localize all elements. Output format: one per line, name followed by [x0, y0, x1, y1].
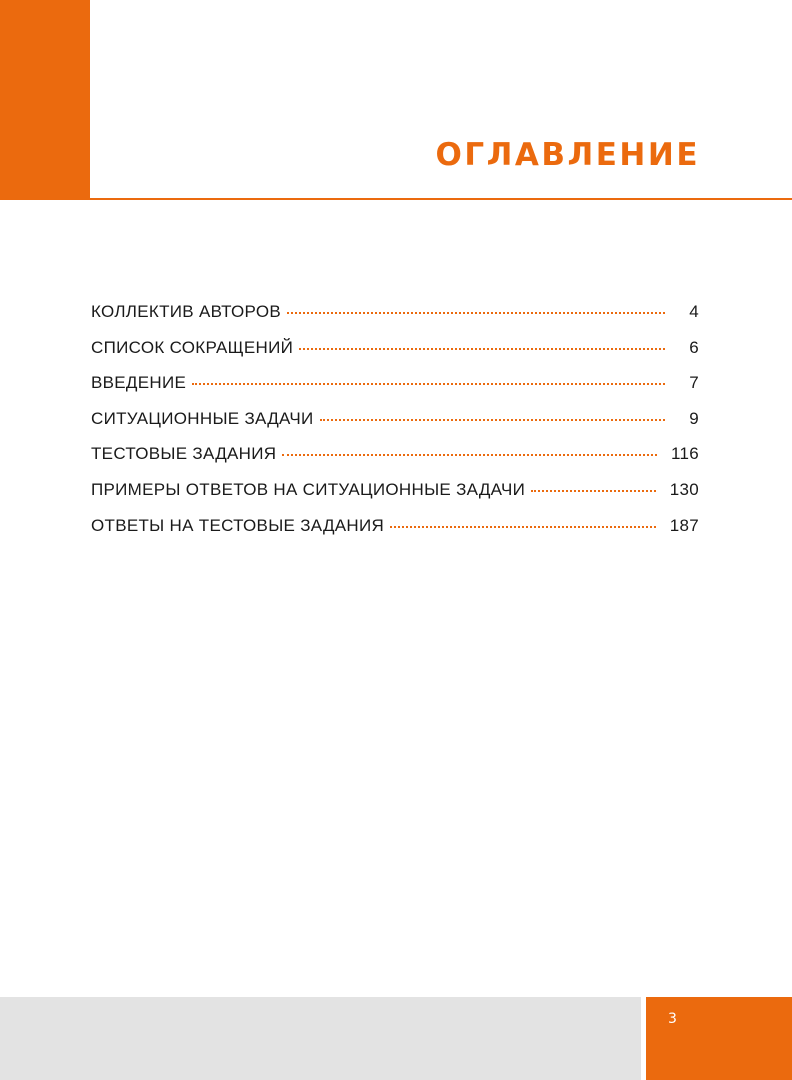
toc-entry-label: ПРИМЕРЫ ОТВЕТОВ НА СИТУАЦИОННЫЕ ЗАДАЧИ [91, 479, 526, 499]
toc-entry-label: СПИСОК СОКРАЩЕНИЙ [91, 337, 294, 357]
toc-entry-page: 116 [670, 444, 699, 464]
toc-entry-label: КОЛЛЕКТИВ АВТОРОВ [91, 302, 281, 321]
header-divider [0, 198, 792, 200]
toc-entry-label: ОТВЕТЫ НА ТЕСТОВЫЕ ЗАДАНИЯ [91, 515, 385, 535]
toc-entry-authors[interactable] [91, 302, 699, 338]
footer-accent-block [646, 997, 792, 1080]
footer-gray-band [0, 997, 641, 1080]
toc-dot-leader [531, 490, 656, 492]
toc-entry-label: ТЕСТОВЫЕ ЗАДАНИЯ [91, 444, 277, 464]
header-accent-block [0, 0, 90, 198]
table-of-contents [91, 302, 699, 551]
toc-entry-introduction[interactable] [91, 373, 699, 409]
toc-entry-test-tasks[interactable] [91, 444, 699, 480]
toc-entry-abbreviations[interactable] [91, 338, 699, 374]
toc-dot-leader [282, 454, 657, 456]
page-title: ОГЛАВЛЕНИЕ [435, 137, 700, 173]
toc-dot-leader [390, 526, 656, 528]
page-number: 3 [668, 1011, 677, 1027]
toc-dot-leader [287, 312, 665, 314]
toc-entry-page: 187 [669, 515, 699, 535]
toc-dot-leader [192, 383, 665, 385]
toc-dot-leader [320, 419, 665, 421]
toc-entry-label: ВВЕДЕНИЕ [91, 373, 187, 393]
toc-entry-label: СИТУАЦИОННЫЕ ЗАДАЧИ [91, 408, 314, 428]
toc-entry-page: 9 [689, 408, 699, 428]
toc-entry-page: 6 [689, 337, 699, 357]
toc-entry-page: 130 [669, 479, 699, 499]
toc-entry-page: 7 [689, 373, 699, 393]
toc-entry-case-answers[interactable] [91, 480, 699, 516]
toc-dot-leader [299, 348, 665, 350]
toc-entry-page: 4 [689, 302, 699, 321]
toc-entry-case-tasks[interactable] [91, 409, 699, 445]
toc-entry-test-answers[interactable] [91, 516, 699, 552]
